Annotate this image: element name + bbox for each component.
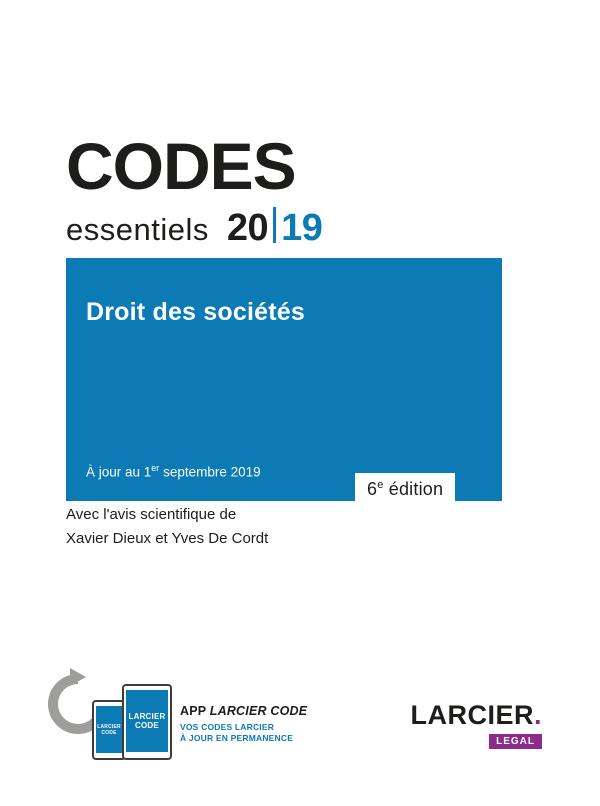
edition-number: 6 (367, 479, 378, 499)
app-promo-subtext (180, 722, 340, 744)
update-date-ordinal: er (151, 462, 160, 473)
advice-line-1: Avec l'avis scientifique de (66, 506, 237, 523)
app-promo-subtext-line-2: À JOUR EN PERMANENCE (180, 733, 294, 743)
year-divider (273, 207, 276, 243)
app-promo-text (180, 704, 340, 744)
publisher-name-dot: . (533, 700, 542, 730)
tablet-app-logo: LARCIER CODE (128, 712, 166, 730)
phone-device-icon (92, 700, 126, 760)
publisher-logo (410, 700, 542, 749)
app-promo-subtext-line-1: VOS CODES LARCIER (180, 722, 275, 732)
app-promo (40, 662, 340, 772)
scientific-advice (66, 503, 268, 551)
tablet-device-icon (122, 684, 172, 760)
book-title: Droit des sociétés (86, 298, 305, 326)
year-second-part: 19 (281, 207, 323, 249)
update-date-suffix: septembre 2019 (159, 464, 261, 479)
series-subtitle: essentiels (66, 212, 209, 247)
app-promo-headline-plain: APP (180, 704, 210, 718)
year-group (227, 204, 323, 250)
edition-label: édition (383, 479, 444, 499)
publisher-tagline: LEGAL (489, 734, 542, 749)
phone-screen (96, 706, 122, 753)
year-first-part: 20 (226, 207, 269, 249)
title-panel (66, 258, 502, 501)
update-date-prefix: À jour au 1 (86, 464, 152, 479)
series-subtitle-row (66, 204, 486, 250)
edition-badge (355, 473, 455, 507)
tablet-screen (126, 690, 168, 752)
publisher-name (410, 700, 542, 731)
masthead (66, 129, 486, 250)
series-title: CODES (66, 129, 296, 203)
update-date (86, 463, 261, 480)
publisher-name-text: LARCIER (410, 700, 534, 730)
app-promo-headline (180, 704, 340, 718)
edition-ordinal: e (377, 479, 384, 491)
phone-app-logo: LARCIER CODE (97, 723, 121, 736)
app-promo-headline-italic: LARCIER CODE (209, 704, 308, 718)
advice-line-2: Xavier Dieux et Yves De Cordt (66, 530, 269, 547)
